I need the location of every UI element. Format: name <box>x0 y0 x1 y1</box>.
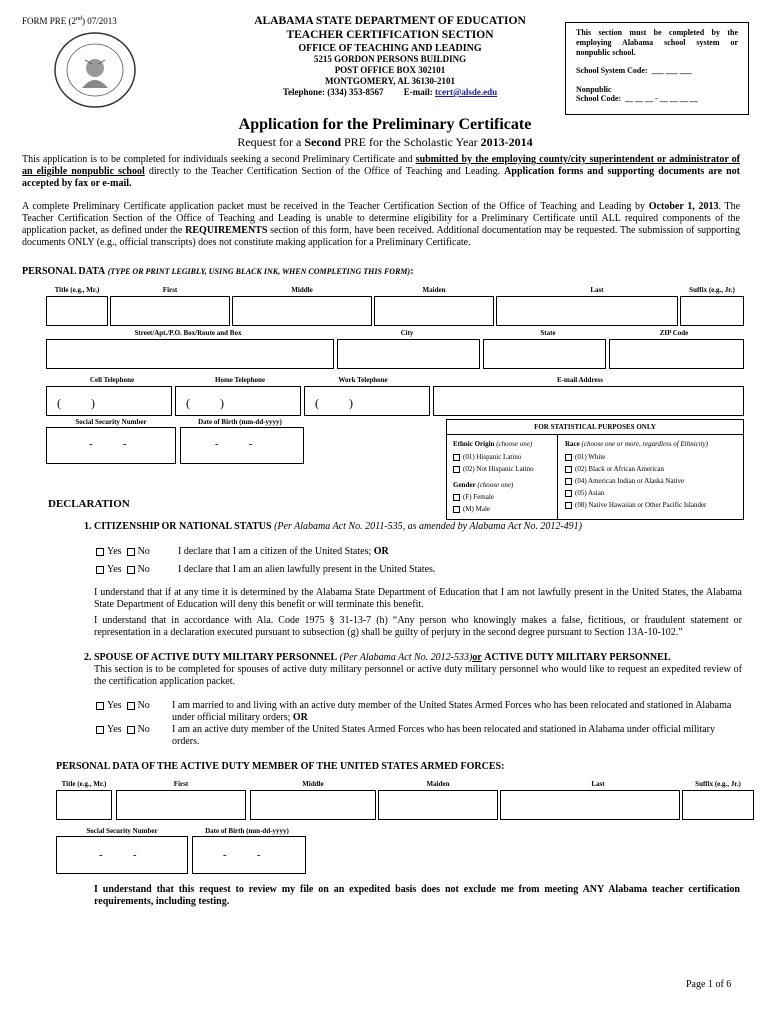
citizenship-paragraph-1: I understand that if at any time it is determined by the Alabama State Department of Education that I am not lawfully present in the United States, the Alabama State Department of Education will deny this benefit or will terminate this benefit. <box>94 587 742 610</box>
first-label: First <box>162 286 178 294</box>
race-option-label: (01) White <box>575 453 606 461</box>
ethnic-heading <box>453 440 532 448</box>
title-label: Title (e.g., Mr.) <box>54 286 100 294</box>
home-label: Home Telephone <box>215 376 265 384</box>
race-option-01[interactable] <box>565 453 605 461</box>
personal-data-heading <box>22 266 414 277</box>
no-label: No <box>137 700 150 711</box>
mil-title-label: Title (e.g., Mr.) <box>61 780 107 788</box>
citizenship-title: 1. CITIZENSHIP OR NATIONAL STATUS <box>84 521 272 532</box>
active-duty-statement-2: orders. <box>172 736 200 747</box>
race-note: (choose one or more, regardless of Ethnicity) <box>581 440 709 448</box>
header-line2: TEACHER CERTIFICATION SECTION <box>286 29 494 41</box>
mil-middle-field[interactable] <box>250 790 376 820</box>
statistics-box <box>446 419 744 520</box>
personal-colon: : <box>410 266 414 277</box>
no-label: No <box>137 724 150 735</box>
school-code-label: School Code: <box>576 94 622 103</box>
suffix-label: Suffix (e.g., Jr.) <box>689 286 735 294</box>
military-ref: (Per Alabama Act No. 2012-533) <box>339 652 473 663</box>
subtitle <box>0 135 770 150</box>
citizen-yes-no[interactable] <box>96 546 150 557</box>
active-duty-statement: I am an active duty member of the United States Armed Forces who has been relocated and stationed in Alabama under official military <box>172 724 715 735</box>
last-label: Last <box>590 286 604 294</box>
header-telephone: Telephone: (334) 353-8567 <box>282 87 384 97</box>
header-line4: 5215 GORDON PERSONS BUILDING <box>313 54 467 64</box>
maiden-label: Maiden <box>422 286 446 294</box>
intro-a4: Application forms and supporting documents are not accepted by fax or e-mail. <box>22 166 741 189</box>
gender-heading <box>453 481 513 489</box>
ssn-dashes: - - <box>89 438 127 450</box>
intro-a2: submitted by the employing county/city superintendent or administrator of an eligible nonpublic school <box>22 154 741 177</box>
school-system-code-label: School System Code: <box>576 66 648 75</box>
agency-name <box>230 14 550 42</box>
work-label: Work Telephone <box>338 376 388 384</box>
military-or: or <box>472 652 482 663</box>
city-field[interactable] <box>337 339 480 369</box>
subtitle-part4: 2013-2014 <box>480 135 533 149</box>
gender-option-label: (F) Female <box>463 493 494 501</box>
statistics-divider <box>447 434 743 435</box>
ethnic-option-label: (02) Not Hispanic Latino <box>463 465 534 473</box>
header-line1: ALABAMA STATE DEPARTMENT OF EDUCATION <box>254 15 526 27</box>
checkbox[interactable] <box>127 566 135 574</box>
mil-maiden-label: Maiden <box>426 780 450 788</box>
subtitle-part3: PRE for the Scholastic Year <box>344 135 478 149</box>
header-line5: POST OFFICE BOX 302101 <box>334 65 446 75</box>
military-data-heading: PERSONAL DATA OF THE ACTIVE DUTY MEMBER OF THE UNITED STATES ARMED FORCES: <box>56 761 505 772</box>
mil-dob-dashes: - - <box>223 849 261 861</box>
mil-suffix-label: Suffix (e.g., Jr.) <box>695 780 741 788</box>
mil-title-field[interactable] <box>56 790 112 820</box>
race-option-label: (08) Native Hawaiian or Other Pacific Islander <box>575 501 707 509</box>
mil-dob-field[interactable] <box>192 836 306 874</box>
yes-label: Yes <box>107 564 122 575</box>
mil-ssn-dashes: - - <box>99 849 137 861</box>
subtitle-part2: Second <box>304 135 341 149</box>
race-option-label: (04) American Indian or Alaska Native <box>575 477 685 485</box>
last-name-field[interactable] <box>496 296 678 326</box>
checkbox[interactable] <box>453 494 460 501</box>
email-link[interactable]: tcert@alsde.edu <box>435 87 498 97</box>
intro-b2: October 1, 2013 <box>648 201 719 212</box>
checkbox[interactable] <box>96 548 104 556</box>
statistics-heading: FOR STATISTICAL PURPOSES ONLY <box>534 423 656 431</box>
checkbox[interactable] <box>565 466 572 473</box>
gender-note: (choose one) <box>477 481 514 489</box>
mil-last-label: Last <box>591 780 605 788</box>
checkbox[interactable] <box>127 548 135 556</box>
spouse-yes-no[interactable] <box>96 700 150 711</box>
military-title2: ACTIVE DUTY MILITARY PERSONNEL <box>484 652 671 663</box>
no-label: No <box>137 564 150 575</box>
checkbox[interactable] <box>565 478 572 485</box>
race-label: Race <box>565 440 580 448</box>
email-label: E-mail: <box>403 87 433 97</box>
school-code-box <box>565 22 749 115</box>
cell-phone-field[interactable] <box>46 386 172 416</box>
checkbox[interactable] <box>565 490 572 497</box>
ethnic-note: (choose one) <box>496 440 533 448</box>
intro-a1: This application is to be completed for individuals seeking a second Preliminary Certificate and <box>22 154 413 165</box>
spouse-statement-2 <box>172 712 308 723</box>
page-number: Page 1 of 6 <box>686 979 732 990</box>
checkbox[interactable] <box>96 726 104 734</box>
declaration-heading: DECLARATION <box>48 498 130 510</box>
email-label-field: E-mail Address <box>557 376 603 384</box>
race-option-label: (02) Black or African American <box>575 465 665 473</box>
race-option-04[interactable] <box>565 477 684 485</box>
race-heading <box>565 440 708 448</box>
state-label: State <box>540 329 556 337</box>
work-phone-field[interactable] <box>304 386 430 416</box>
citizen-statement-text: I declare that I am a citizen of the United States; <box>178 546 372 557</box>
gender-option-m[interactable] <box>453 505 490 513</box>
mil-last-field[interactable] <box>500 790 680 820</box>
race-option-08[interactable] <box>565 501 706 509</box>
middle-label: Middle <box>291 286 313 294</box>
cell-paren: ( ) <box>57 396 95 410</box>
subtitle-part1: Request for a <box>237 135 302 149</box>
title-field[interactable] <box>46 296 108 326</box>
mil-maiden-field[interactable] <box>378 790 498 820</box>
gender-option-label: (M) Male <box>463 505 491 513</box>
state-seal <box>52 30 138 110</box>
mil-ssn-label: Social Security Number <box>86 827 158 835</box>
citizen-statement <box>178 546 389 557</box>
citizenship-ref: (Per Alabama Act No. 2011-535, as amended by Alabama Act No. 2012-491) <box>274 521 582 532</box>
military-section-heading <box>84 652 671 663</box>
race-option-label: (05) Asian <box>575 489 605 497</box>
intro-a3: directly to the Teacher Certification Section of the Office of Teaching and Leading. <box>148 166 501 177</box>
no-label: No <box>137 546 150 557</box>
mil-middle-label: Middle <box>302 780 324 788</box>
yes-label: Yes <box>107 724 122 735</box>
middle-name-field[interactable] <box>232 296 372 326</box>
ethnic-option-02[interactable] <box>453 465 534 473</box>
intro-paragraph-1 <box>22 154 740 190</box>
mil-first-label: First <box>173 780 189 788</box>
school-box-note: This section must be completed by the employing Alabama school system or nonpublic school. <box>576 28 738 57</box>
header-line3: OFFICE OF TEACHING AND LEADING <box>298 43 482 54</box>
active-duty-yes-no[interactable] <box>96 724 150 735</box>
checkbox[interactable] <box>565 502 572 509</box>
home-paren: ( ) <box>186 396 224 410</box>
email-field[interactable] <box>433 386 744 416</box>
checkbox[interactable] <box>453 466 460 473</box>
home-phone-field[interactable] <box>175 386 301 416</box>
work-paren: ( ) <box>315 396 353 410</box>
dob-field[interactable] <box>180 427 304 464</box>
checkbox[interactable] <box>96 566 104 574</box>
checkbox[interactable] <box>453 454 460 461</box>
checkbox[interactable] <box>453 506 460 513</box>
yes-label: Yes <box>107 700 122 711</box>
intro-b3: . The Teacher Certification Section of the Office of Teaching and Leading is unable to determine eligibility for a Preliminary Certificate until ALL required components of the application packet, as defined under the <box>22 201 741 236</box>
checkbox[interactable] <box>565 454 572 461</box>
dob-dashes: - - <box>215 438 253 450</box>
ssn-label: Social Security Number <box>75 418 147 426</box>
intro-paragraph-2 <box>22 201 740 249</box>
statistics-column-divider <box>557 434 558 520</box>
alien-yes-no[interactable] <box>96 564 150 575</box>
nonpublic-label: Nonpublic <box>576 85 612 94</box>
dob-label: Date of Birth (mm-dd-yyyy) <box>198 418 282 426</box>
or-label: OR <box>373 546 389 557</box>
spouse-statement-2-text: under official military orders; <box>172 712 291 723</box>
zip-label: ZIP Code <box>659 329 689 337</box>
street-field[interactable] <box>46 339 334 369</box>
gender-option-f[interactable] <box>453 493 494 501</box>
form-code: FORM PRE (2nd) 07/2013 <box>22 16 117 26</box>
ethnic-label: Ethnic Origin <box>453 440 495 448</box>
intro-b5: section of this form, have been received. Additional documentation may be requested. The submission of supporting documents ONLY (e.g., official transcripts) does not constitute making application for a Preliminary Certificate. <box>22 225 741 248</box>
race-option-05[interactable] <box>565 489 604 497</box>
first-name-field[interactable] <box>110 296 230 326</box>
school-system-code-field[interactable]: ___ ___ ___ <box>651 66 692 75</box>
checkbox[interactable] <box>127 702 135 710</box>
intro-b1: A complete Preliminary Certificate application packet must be received in the Teacher Certification Section of the Office of Teaching and Leading by <box>22 201 646 212</box>
city-label: City <box>400 329 414 337</box>
mil-ssn-field[interactable] <box>56 836 188 874</box>
school-code-field[interactable]: __ __ __ - __ __ __ __ <box>625 94 698 103</box>
mil-suffix-field[interactable] <box>682 790 754 820</box>
agency-address <box>230 43 550 98</box>
yes-label: Yes <box>107 546 122 557</box>
or-label: OR <box>292 712 308 723</box>
state-field[interactable] <box>483 339 606 369</box>
suffix-field[interactable] <box>680 296 744 326</box>
maiden-name-field[interactable] <box>374 296 494 326</box>
mil-dob-label: Date of Birth (mm-dd-yyyy) <box>205 827 289 835</box>
cell-label: Cell Telephone <box>89 376 135 384</box>
spouse-statement: I am married to and living with an active duty member of the United States Armed Forces who has been relocated and stationed in Alabama <box>172 700 732 711</box>
ethnic-option-label: (01) Hispanic Latino <box>463 453 522 461</box>
page-title: Application for the Preliminary Certificate <box>238 116 532 133</box>
gender-label: Gender <box>453 481 476 489</box>
street-label: Street/Apt./P.O. Box/Route and Box <box>134 329 242 337</box>
alien-statement: I declare that I am an alien lawfully present in the United States. <box>178 564 436 575</box>
mil-first-field[interactable] <box>116 790 246 820</box>
citizenship-heading <box>84 521 582 532</box>
ethnic-option-01[interactable] <box>453 453 521 461</box>
personal-instructions: (TYPE OR PRINT LEGIBLY, USING BLACK INK, WHEN COMPLETING THIS FORM) <box>107 267 411 276</box>
header-line6: MONTGOMERY, AL 36130-2101 <box>324 76 456 86</box>
citizenship-paragraph-2: I understand that in accordance with Ala. Code 1975 § 31-13-7 (h) “Any person who knowingly makes a false, fictitious, or fraudulent statement or representation in a declaration executed pursuant to subsection (g) shall be guilty of perjury in the second degree pursuant to Section 13A-10-102.” <box>94 615 742 638</box>
closing-statement: I understand that this request to review my file on an expedited basis does not exclude me from meeting ANY Alabama teacher certification requirements, including testing. <box>94 884 740 907</box>
personal-heading-text: PERSONAL DATA <box>22 266 106 277</box>
military-intro: This section is to be completed for spouses of active duty military personnel or active duty military personnel who would like to request an expedited review of the certification application packet. <box>94 664 742 687</box>
military-title: 2. SPOUSE OF ACTIVE DUTY MILITARY PERSONNEL <box>84 652 338 663</box>
intro-b4: REQUIREMENTS <box>185 225 268 236</box>
ssn-field[interactable] <box>46 427 176 464</box>
race-option-02[interactable] <box>565 465 664 473</box>
checkbox[interactable] <box>96 702 104 710</box>
zip-field[interactable] <box>609 339 744 369</box>
checkbox[interactable] <box>127 726 135 734</box>
